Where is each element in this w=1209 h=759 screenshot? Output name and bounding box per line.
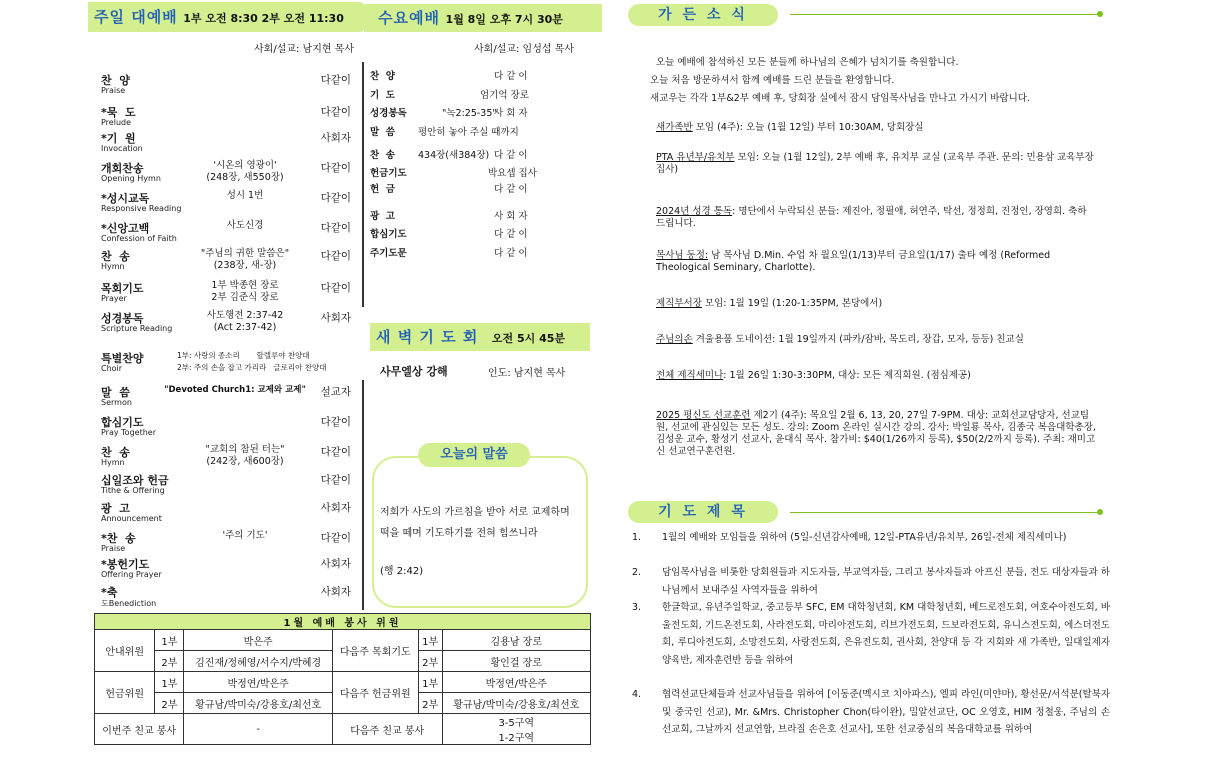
- order-detail: 사도행전 2:37-42 (Act 2:37-42): [206, 310, 284, 333]
- news-item-text: : 1월 26일 1:30-3:30PM, 대상: 모든 제직회원. (점심제공): [723, 370, 971, 381]
- table-cell: 1부: [155, 672, 184, 693]
- news-item: [656, 122, 1096, 134]
- word-ref: (행 2:42): [380, 566, 424, 577]
- news-item-topic: 2024년 성경 통독: [656, 206, 733, 217]
- news-intro: [650, 54, 1110, 108]
- news-title-line: [790, 14, 1100, 15]
- order-title-en: Tithe & Offering: [101, 486, 165, 495]
- sunday-order-item: [95, 556, 357, 584]
- order-leader: 사 회 자: [494, 108, 528, 119]
- wednesday-order-item: [370, 105, 580, 121]
- news-item-topic: 2025 평신도 선교훈련: [656, 410, 751, 421]
- order-leader: 박요셉 집사: [488, 168, 537, 179]
- table-cell: 2부: [418, 651, 442, 672]
- news-item: [656, 152, 1096, 176]
- order-title-ko: 특별찬양: [101, 352, 144, 365]
- news-item: [656, 250, 1096, 274]
- table-cell: 김진재/정혜영/서수지/박혜경: [184, 651, 332, 672]
- news-item-text: : 명단에서 누락되신 분들: 제진아, 정필애, 허연주, 탁선, 정정희, 진정인, 장영희. 축하 드립니다.: [656, 206, 1087, 229]
- order-title-ko: *축: [101, 586, 118, 599]
- order-title-en: Announcement: [101, 514, 162, 523]
- dawn-title: 새 벽 기 도 회: [376, 328, 479, 346]
- order-title-ko: 말 씀: [101, 386, 130, 399]
- order-leader: 다같이: [320, 474, 351, 486]
- order-title-ko: 찬 송: [101, 446, 130, 459]
- order-title-ko: 찬 양: [370, 71, 395, 82]
- table-row: [95, 672, 591, 693]
- dawn-program: 사무엘상 강해: [380, 365, 448, 378]
- order-title-en: Pray Together: [101, 428, 156, 437]
- news-item-text: 제2기 (4주): 목요일 2월 6, 13, 20, 27일 7-9PM. 대상: 교회선교담당자, 선교팀원, 선교에 관심있는 모든 성도. 강의: Zoom 온라인 실시간 강의. 강사: 박일룡 목사, 김종국 복음대학총장, 김성운 교수, 황성기 선교사, 윤대식 목사. 참가비: $40(1/26까지 등록), $50(2/2까지 등록). 주최: 재미고신 선교연구훈련원.: [656, 410, 1096, 457]
- sunday-order-item: [95, 72, 357, 100]
- order-detail: "교회의 참된 터는" (242장, 새600장): [205, 444, 285, 467]
- table-cell: 다음주 친교 봉사: [332, 714, 442, 745]
- order-leader: 설교자: [320, 386, 351, 398]
- wednesday-preacher: 사회/설교: 임성섭 목사: [474, 44, 575, 55]
- column-divider-lower: [362, 380, 364, 610]
- prayer-item-number: 2.: [632, 567, 642, 578]
- order-title-en: Responsive Reading: [101, 204, 182, 213]
- news-item-topic: PTA 유년부/유치부: [656, 152, 735, 163]
- order-detail: 성시 1번: [226, 190, 264, 201]
- sunday-order-item: [95, 444, 357, 472]
- sunday-order-item: [95, 280, 357, 308]
- table-cell: 다음주 목회기도: [332, 630, 418, 672]
- order-title-ko: 십일조와 헌금: [101, 474, 169, 487]
- table-row: [95, 630, 591, 651]
- order-title-ko: 헌금기도: [370, 168, 407, 179]
- table-cell: 황규남/박미숙/강용호/최선호: [184, 693, 332, 714]
- news-intro-line: 새교우는 각각 1부&2부 예배 후, 당회장 실에서 잠시 담임목사님을 만나고 가시기 바랍니다.: [650, 93, 1030, 104]
- order-title-en: Invocation: [101, 144, 143, 153]
- prayer-item: [632, 686, 1110, 739]
- wednesday-order-item: [370, 87, 580, 103]
- column-divider: [362, 62, 364, 307]
- order-title-ko: 말 씀: [370, 127, 395, 138]
- order-leader: 다같이: [320, 532, 351, 544]
- order-title-ko: 성경봉독: [101, 312, 144, 325]
- order-title-en: Praise: [101, 86, 126, 95]
- table-cell: -: [184, 714, 332, 745]
- order-detail: 평안히 놓아 주실 때까지: [418, 127, 519, 138]
- prayer-item-number: 3.: [632, 602, 642, 613]
- wednesday-time: 1월 8일 오후 7시 30분: [445, 13, 563, 26]
- order-detail: "주님의 귀한 말씀은" (238장, 새-장): [200, 248, 290, 271]
- order-title-ko: 헌 금: [370, 184, 395, 195]
- order-title-ko: *찬 송: [101, 532, 136, 545]
- order-title-ko: *봉헌기도: [101, 558, 150, 571]
- order-title-ko: 찬 송: [101, 250, 130, 263]
- table-cell: 김용남 장로: [442, 630, 590, 651]
- order-detail: '주의 기도': [222, 530, 268, 541]
- order-title-en: Confession of Faith: [101, 234, 177, 243]
- sunday-order-item: [95, 414, 357, 442]
- table-cell: 1부: [418, 672, 442, 693]
- news-item-topic: 제직부서장: [656, 298, 702, 309]
- sunday-order-item: [95, 248, 357, 276]
- order-leader: 다 같 이: [494, 71, 528, 82]
- sunday-order-item: [95, 160, 357, 188]
- news-item: [656, 410, 1096, 458]
- order-leader: 사회자: [320, 558, 351, 570]
- sunday-order-item: [95, 472, 357, 500]
- sunday-order-item: [95, 190, 357, 218]
- service-committee-table: [94, 613, 591, 745]
- news-title: 가 든 소 식: [628, 4, 778, 26]
- sunday-order-item: [95, 530, 357, 558]
- wednesday-order-item: [370, 124, 580, 140]
- order-title-en: Choir: [101, 364, 123, 373]
- order-detail: 사도신경: [226, 220, 264, 231]
- table-cell: 황규남/박미숙/강용호/최선호: [442, 693, 590, 714]
- order-title-en: Prayer: [101, 294, 127, 303]
- table-row: [95, 714, 591, 745]
- news-item: [656, 370, 1096, 382]
- sunday-time: 1부 오전 8:30 2부 오전 11:30: [183, 12, 344, 25]
- order-leader: 다같이: [320, 106, 351, 118]
- table-cell: 황인걸 장로: [442, 651, 590, 672]
- prayer-item: [632, 599, 1110, 669]
- table-cell: 헌금위원: [95, 672, 155, 714]
- news-item-text: 겨울용품 도네이션: 1월 19일까지 (파카/잠바, 목도리, 장갑, 모자, 등등) 친교실: [692, 334, 1024, 345]
- order-leader: 사회자: [320, 312, 351, 324]
- table-cell: 이번주 친교 봉사: [95, 714, 184, 745]
- word-title: 오늘의 말씀: [418, 443, 530, 467]
- order-leader: 사회자: [320, 132, 351, 144]
- table-title-row: [95, 614, 591, 630]
- order-leader: 사회자: [320, 502, 351, 514]
- order-title-ko: *묵 도: [101, 106, 136, 119]
- order-title-ko: 합심기도: [101, 416, 144, 429]
- prayer-item-number: 1.: [632, 532, 642, 543]
- sunday-order-item: [95, 220, 357, 248]
- wednesday-order-item: [370, 147, 580, 163]
- wednesday-order-item: [370, 165, 580, 181]
- sunday-order-item: [95, 500, 357, 528]
- dawn-leader: 인도: 남지현 목사: [488, 368, 566, 379]
- order-title-ko: 성경봉독: [370, 108, 407, 119]
- wednesday-header: [364, 4, 602, 32]
- order-title-en: Praise: [101, 544, 126, 553]
- order-leader: 다같이: [320, 282, 351, 294]
- order-leader: 다같이: [320, 74, 351, 86]
- order-leader: 다같이: [320, 192, 351, 204]
- order-leader: 다같이: [320, 222, 351, 234]
- prayer-title: 기 도 제 목: [628, 501, 778, 523]
- order-detail: '시온의 영광이' (248장, 새550장): [206, 160, 284, 183]
- order-detail: 1부 박종현 장로 2부 김준식 장로: [211, 280, 279, 303]
- sunday-order-item: [95, 384, 357, 412]
- order-title-ko: *기 원: [101, 132, 136, 145]
- prayer-item-text: 협력선교단체들과 선교사님들을 위하여 [이동준(멕시코 치아파스), 엘피 라인(미얀마), 황선문/서석분(탈북자 및 중국인 선교), Mr. &Mrs. Christopher Chon(타이완), 밀알선교단, OC 오영호, HIM 정철웅, 주님의 손 선교회, 그날까지 선교연합, 브라질 손은호 선교사], 또한 선교중심의 복음대학교를 위하여: [662, 689, 1110, 735]
- order-title-ko: 기 도: [370, 90, 395, 101]
- prayer-item: [632, 529, 1110, 547]
- table-cell: 박정연/박은주: [442, 672, 590, 693]
- prayer-item: [632, 564, 1110, 599]
- news-item-text: 모임 (4주): 오늘 (1월 12일) 부터 10:30AM, 당회장실: [692, 122, 924, 133]
- news-item: [656, 298, 1096, 310]
- order-leader: 다 같 이: [494, 248, 528, 259]
- order-title-en: Prelude: [101, 118, 132, 127]
- order-title-en: Hymn: [101, 262, 125, 271]
- order-title-ko: 합심기도: [370, 229, 407, 240]
- news-item-topic: 주님의손: [656, 334, 693, 345]
- sunday-order-item: [95, 584, 357, 612]
- order-leader: 다 같 이: [494, 229, 528, 240]
- order-leader: 다같이: [320, 446, 351, 458]
- table-cell: 다음주 헌금위원: [332, 672, 418, 714]
- order-title-ko: 광 고: [370, 211, 395, 222]
- order-detail: "Devoted Church1: 교제와 교제": [164, 385, 306, 395]
- sunday-order-item: [95, 104, 357, 132]
- order-title-ko: 목회기도: [101, 282, 144, 295]
- table-cell: 2부: [155, 651, 184, 672]
- sunday-preacher: 사회/설교: 남지현 목사: [254, 44, 355, 55]
- sunday-header: [88, 2, 364, 32]
- wednesday-order-item: [370, 68, 580, 84]
- order-title-en: Sermon: [101, 398, 132, 407]
- prayer-item-text: 1월의 예배와 모임들을 위하여 (5일-신년감사예배, 12일-PTA유년/유치부, 26일-전체 제직세미나): [662, 532, 1067, 543]
- order-leader: 사회자: [320, 586, 351, 598]
- order-leader: 엄기억 장로: [480, 90, 529, 101]
- table-cell: 박은주: [184, 630, 332, 651]
- order-leader: 다같이: [320, 250, 351, 262]
- order-leader: 다 같 이: [494, 150, 528, 161]
- news-item-topic: 전체 제직세미나: [656, 370, 724, 381]
- sunday-title: 주일 대예배: [94, 8, 178, 26]
- order-title-ko: 주기도문: [370, 248, 407, 259]
- sunday-order-item: [95, 130, 357, 158]
- news-intro-line: 오늘 예배에 참석하신 모든 분들께 하나님의 은혜가 넘치기를 축원합니다.: [656, 57, 959, 68]
- news-item-topic: 목사님 동정:: [656, 250, 709, 261]
- order-title-ko: 광 고: [101, 502, 130, 515]
- prayer-title-line-dot: [1097, 509, 1103, 515]
- wednesday-order-item: [370, 181, 580, 197]
- prayer-item-text: 담임목사님을 비롯한 당회원들과 지도자들, 부교역자들, 그리고 봉사자들과 아프신 분들, 전도 대상자들과 하나님께서 보내주실 사역자들을 위하여: [662, 567, 1110, 596]
- wednesday-order-item: [370, 226, 580, 242]
- order-detail: "녹2:25-35": [442, 108, 497, 119]
- order-detail: 1부: 사랑의 종소리 할렐루야 찬양대 2부: 주의 손을 잡고 가리라 글로리아 찬양대: [177, 351, 327, 372]
- dawn-time: 오전 5시 45분: [491, 332, 566, 345]
- order-detail: 434장(새384장): [418, 150, 490, 161]
- order-leader: 다같이: [320, 416, 351, 428]
- order-title-ko: 찬 송: [370, 150, 395, 161]
- table-cell: 2부: [418, 693, 442, 714]
- news-item-text: 모임: 1월 19일 (1:20-1:35PM, 본당에서): [701, 298, 883, 309]
- table-cell: 1부: [155, 630, 184, 651]
- table-cell: 2부: [155, 693, 184, 714]
- news-item: [656, 206, 1096, 230]
- news-item-topic: 새가족반: [656, 122, 693, 133]
- sunday-order-item: [95, 350, 357, 378]
- table-cell: 안내위원: [95, 630, 155, 672]
- order-title-en: 도Benediction: [101, 599, 157, 608]
- news-intro-line: 오늘 처음 방문하셔서 함께 예배를 드린 분들을 환영합니다.: [650, 75, 895, 86]
- order-title-ko: *성시교독: [101, 192, 150, 205]
- order-title-en: Scripture Reading: [101, 324, 173, 333]
- sunday-order-item: [95, 310, 357, 338]
- order-title-ko: *신앙고백: [101, 222, 150, 235]
- news-item-text: 남 목사님 D.Min. 수업 차 월요일(1/13)부터 금요일(1/17) 출타 예정 (Reformed Theological Seminary, Charlotte).: [656, 250, 1051, 273]
- order-leader: 다같이: [320, 162, 351, 174]
- order-title-en: Hymn: [101, 458, 125, 467]
- table-title: 1월 예배 봉사 위원: [95, 614, 591, 630]
- prayer-item-text: 한글학교, 유년주일학교, 중고등부 SFC, EM 대학청년회, KM 대학청년회, 베드로전도회, 여호수아전도회, 바울전도회, 기드온전도회, 사라전도회, 마리아전도회, 리브가전도회, 드보라전도회, 유니스전도회, 에스더전도회, 루디아전도회, 소망전도회, 사랑전도회, 은유전도회, 권사회, 찬양대 등 각 지회와 새 가족반, 일대일제자양육반, 제자훈련반 등을 위하여: [662, 602, 1110, 666]
- prayer-title-line: [790, 512, 1100, 513]
- table-cell: 3-5구역 1-2구역: [442, 714, 590, 745]
- dawn-header: [370, 323, 590, 351]
- table-cell: 박정연/박은주: [184, 672, 332, 693]
- order-title-en: Opening Hymn: [101, 174, 161, 183]
- news-item-text: 모임: 오늘 (1월 12일), 2부 예배 후, 유치부 교실 (교육부 주관. 문의: 민용삼 교육부장 집사): [656, 152, 1094, 175]
- table-cell: 1부: [418, 630, 442, 651]
- order-title-en: Offering Prayer: [101, 570, 162, 579]
- wednesday-title: 수요예배: [378, 9, 440, 27]
- order-leader: 다 같 이: [494, 184, 528, 195]
- news-item: [656, 334, 1096, 346]
- prayer-item-number: 4.: [632, 689, 642, 700]
- word-text: 저희가 사도의 가르침을 받아 서로 교제하며 떡을 떼며 기도하기를 전혀 힘쓰니라: [380, 507, 570, 539]
- wednesday-order-item: [370, 208, 580, 224]
- order-title-ko: 개회찬송: [101, 162, 144, 175]
- order-title-ko: 찬 양: [101, 74, 130, 87]
- news-title-line-dot: [1097, 11, 1103, 17]
- wednesday-order-item: [370, 245, 580, 261]
- order-leader: 사 회 자: [494, 211, 528, 222]
